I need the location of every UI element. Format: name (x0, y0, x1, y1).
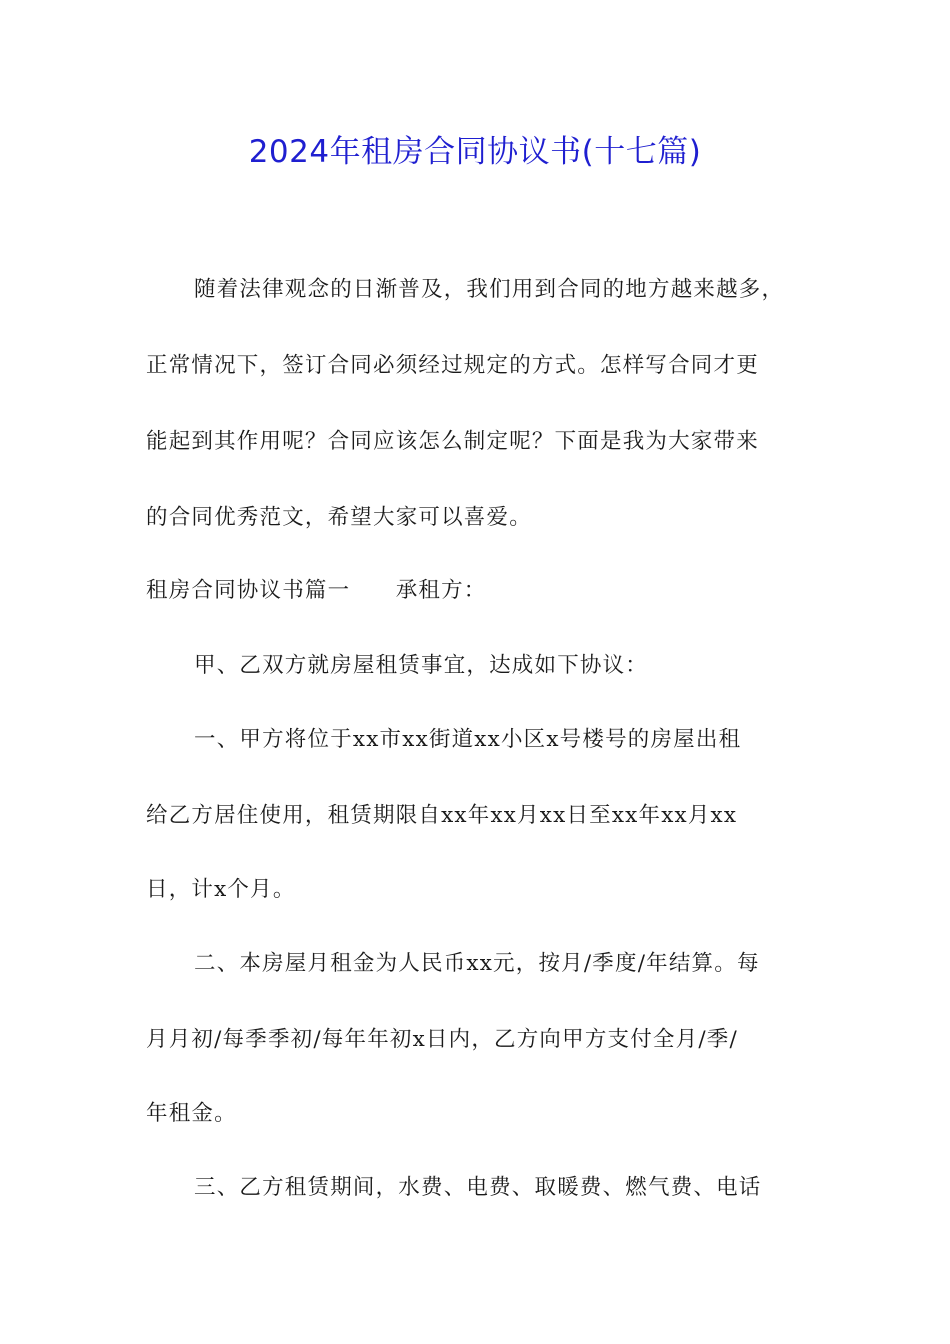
paragraph-line: 正常情况下，签订合同必须经过规定的方式。怎样写合同才更 (146, 353, 759, 378)
paragraph-line: 三、乙方租赁期间，水费、电费、取暖费、燃气费、电话 (194, 1175, 762, 1200)
document-title: 2024年租房合同协议书(十七篇) (248, 134, 702, 170)
paragraph-line: 给乙方居住使用，租赁期限自xx年xx月xx日至xx年xx月xx (146, 803, 738, 828)
paragraph-line: 的合同优秀范文，希望大家可以喜爱。 (146, 505, 532, 530)
paragraph-line: 能起到其作用呢？合同应该怎么制定呢？下面是我为大家带来 (146, 429, 759, 454)
paragraph-line: 日，计x个月。 (146, 877, 296, 902)
paragraph-line: 月月初/每季季初/每年年初x日内，乙方向甲方支付全月/季/ (146, 1027, 738, 1052)
paragraph-line: 一、甲方将位于xx市xx街道xx小区x号楼号的房屋出租 (194, 727, 742, 752)
paragraph-line: 年租金。 (146, 1101, 237, 1126)
section-heading-line: 租房合同协议书篇一 承租方： (146, 578, 487, 603)
paragraph-line: 二、本房屋月租金为人民币xx元，按月/季度/年结算。每 (194, 951, 760, 976)
paragraph-line: 随着法律观念的日渐普及，我们用到合同的地方越来越多， (194, 277, 785, 302)
paragraph-line: 甲、乙双方就房屋租赁事宜，达成如下协议： (194, 653, 649, 678)
